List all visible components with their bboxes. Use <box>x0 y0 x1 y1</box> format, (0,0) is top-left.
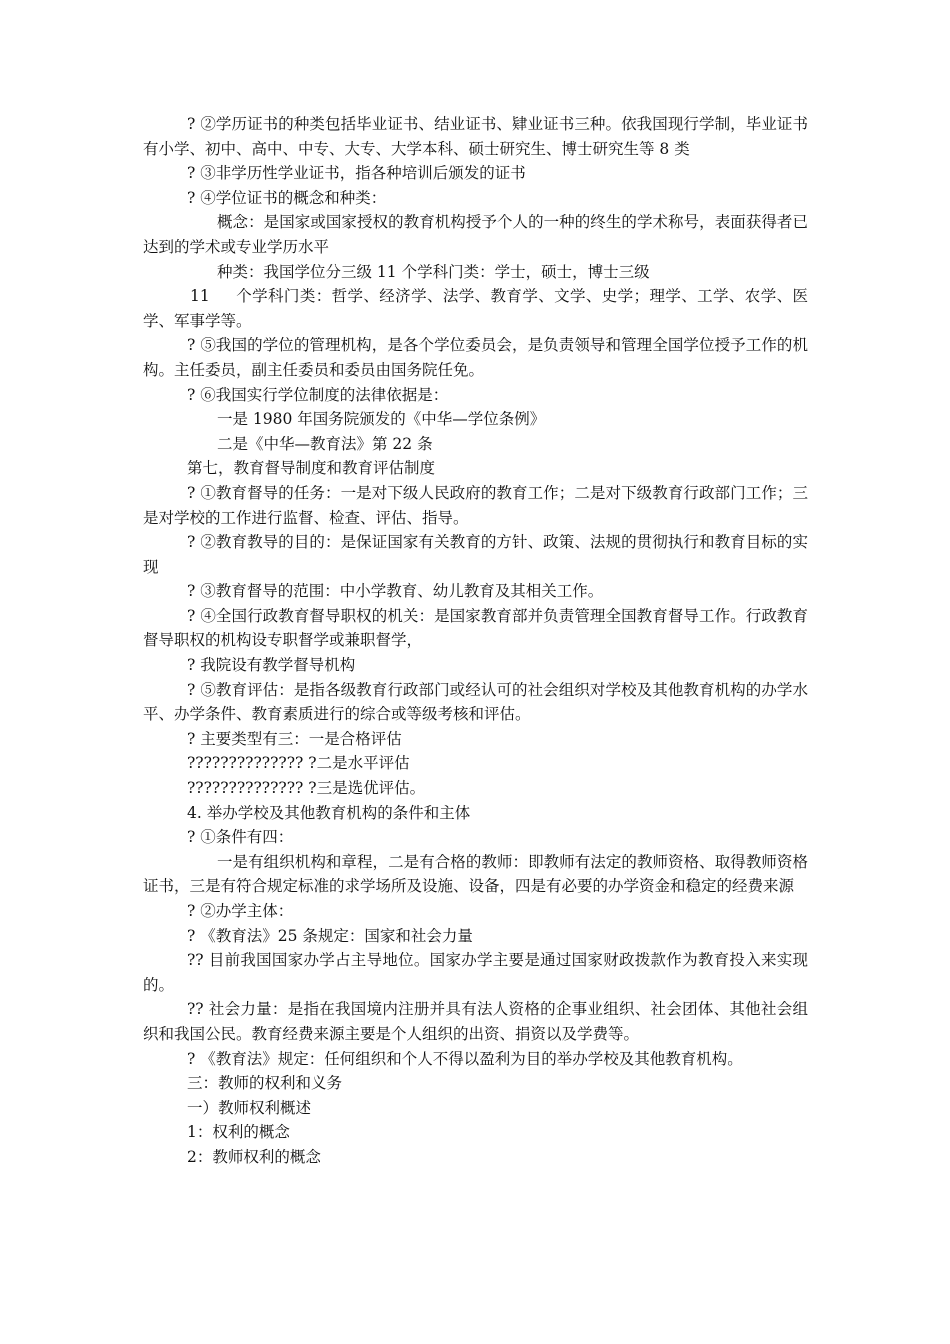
paragraph-state-run-schools: ?? 目前我国国家办学占主导地位。国家办学主要是通过国家财政拨款作为教育投入来实现的。 <box>143 951 808 994</box>
paragraph-non-degree-certificate: ? ③非学历性学业证书，指各种培训后颁发的证书 <box>187 164 526 183</box>
paragraph-supervision-office: ? 我院设有教学督导机构 <box>187 656 356 675</box>
paragraph-eleven-disciplines: 11 个学科门类：哲学、经济学、法学、教育学、文学、史学；理学、工学、农学、医学、军事学等。 <box>143 287 808 330</box>
paragraph-supervision-purpose: ? ②教育教导的目的：是保证国家有关教育的方针、政策、法规的贯彻执行和教育目标的实现 <box>143 533 808 576</box>
paragraph-degree-certificate-heading: ? ④学位证书的概念和种类： <box>187 188 387 207</box>
paragraph-evaluation-selection: ?????????????? ?三是选优评估。 <box>187 779 426 798</box>
paragraph-education-law-article-25: ? 《教育法》25 条规定：国家和社会力量 <box>187 926 473 945</box>
paragraph-degree-authority: ? ⑤我国的学位的管理机构，是各个学位委员会，是负责领导和管理全国学位授予工作的机构。主任委员，副主任委员和委员由国务院任免。 <box>143 336 808 379</box>
section-heading-teacher-rights: 三：教师的权利和义务 <box>187 1074 343 1093</box>
paragraph-conditions-heading: ? ①条件有四： <box>187 828 294 847</box>
section-heading-school-conditions: 4. 举办学校及其他教育机构的条件和主体 <box>187 803 471 822</box>
paragraph-legal-basis-two: 二是《中华—教育法》第 22 条 <box>217 434 433 453</box>
paragraph-diploma-types: ? ②学历证书的种类包括毕业证书、结业证书、肄业证书三种。依我国现行学制，毕业证书有小学、初中、高中、中专、大专、大学本科、硕士研究生、博士研究生等 8 类 <box>143 115 808 158</box>
list-item-teacher-rights-concept: 2：教师权利的概念 <box>187 1147 321 1166</box>
paragraph-supervision-scope: ? ③教育督导的范围：中小学教育、幼儿教育及其相关工作。 <box>187 582 604 601</box>
document-page <box>143 112 808 1170</box>
subsection-heading-rights-overview: 一）教师权利概述 <box>187 1098 312 1117</box>
paragraph-degree-concept: 概念：是国家或国家授权的教育机构授予个人的一种的终生的学术称号，表面获得者已达到的学术或专业学历水平 <box>143 213 808 256</box>
paragraph-legal-basis-heading: ? ⑥我国实行学位制度的法律依据是： <box>187 385 449 404</box>
paragraph-supervision-tasks: ? ①教育督导的任务：一是对下级人民政府的教育工作；二是对下级教育行政部门工作；三是对学校的工作进行监督、检查、评估、指导。 <box>143 483 808 527</box>
paragraph-social-forces: ?? 社会力量：是指在我国境内注册并具有法人资格的企事业组织、社会团体、其他社会组织和我国公民。教育经费来源主要是个人组织的出资、捐资以及学费等。 <box>143 1000 808 1043</box>
list-item-rights-concept: 1：权利的概念 <box>187 1123 290 1142</box>
paragraph-supervision-authority: ? ④全国行政教育督导职权的机关：是国家教育部并负责管理全国教育督导工作。行政教育督导职权的机构设专职督学或兼职督学， <box>143 606 808 650</box>
paragraph-evaluation-level: ?????????????? ?二是水平评估 <box>187 754 410 773</box>
section-heading-supervision: 第七，教育督导制度和教育评估制度 <box>187 459 436 478</box>
paragraph-degree-levels: 种类：我国学位分三级 11 个学科门类：学士，硕士，博士三级 <box>217 262 650 281</box>
paragraph-education-evaluation: ? ⑤教育评估：是指各级教育行政部门或经认可的社会组织对学校及其他教育机构的办学水平、办学条件、教育素质进行的综合或等级考核和评估。 <box>143 680 808 724</box>
paragraph-legal-basis-one: 一是 1980 年国务院颁发的《中华—学位条例》 <box>217 410 546 429</box>
paragraph-evaluation-types: ? 主要类型有三：一是合格评估 <box>187 729 402 748</box>
paragraph-school-sponsor-heading: ? ②办学主体： <box>187 902 294 920</box>
paragraph-non-profit-rule: ? 《教育法》规定：任何组织和个人不得以盈利为目的举办学校及其他教育机构。 <box>187 1049 743 1068</box>
paragraph-four-conditions: 一是有组织机构和章程，二是有合格的教师：即教师有法定的教师资格、取得教师资格证书，三是有符合规定标准的求学场所及设施、设备，四是有必要的办学资金和稳定的经费来源 <box>143 852 808 896</box>
